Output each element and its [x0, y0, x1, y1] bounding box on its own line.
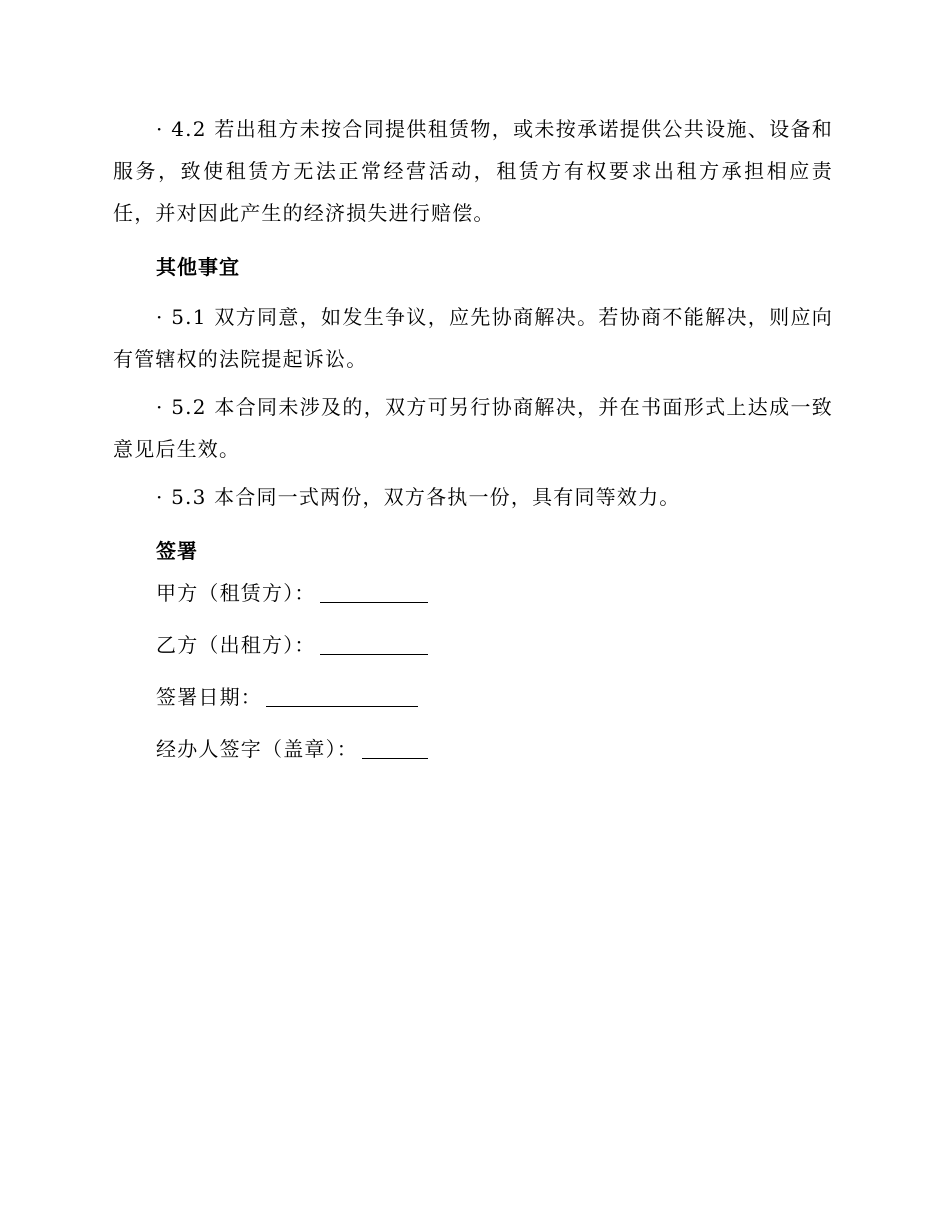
handler-label: 经办人签字（盖章）：: [156, 737, 358, 761]
clause-4-2: · 4.2 若出租方未按合同提供租赁物，或未按承诺提供公共设施、设备和服务，致使租赁方无法正常经营活动，租赁方有权要求出租方承担相应责任，并对因此产生的经济损失进行赔偿。: [113, 117, 833, 225]
document-body: [113, 108, 833, 770]
signing-date-line: [113, 676, 833, 718]
party-a-blank: [320, 574, 428, 603]
party-a-label: 甲方（租赁方）：: [156, 581, 316, 605]
handler-blank: [362, 730, 428, 759]
section-heading-other-matters: 其他事宜: [156, 255, 240, 279]
party-b-signature-line: [113, 624, 833, 666]
signing-date-label: 签署日期：: [156, 685, 262, 709]
clause-5-1: · 5.1 双方同意，如发生争议，应先协商解决。若协商不能解决，则应向有管辖权的法院提起诉讼。: [113, 305, 833, 371]
clause-5-2: · 5.2 本合同未涉及的，双方可另行协商解决，并在书面形式上达成一致意见后生效。: [113, 395, 833, 461]
clause-5-3: · 5.3 本合同一式两份，双方各执一份，具有同等效力。: [156, 485, 681, 509]
signing-date-blank: [266, 678, 418, 707]
handler-signature-line: [113, 728, 833, 770]
party-a-signature-line: [113, 572, 833, 614]
party-b-blank: [320, 626, 428, 655]
section-heading-signature: 签署: [156, 539, 198, 563]
party-b-label: 乙方（出租方）：: [156, 633, 316, 657]
